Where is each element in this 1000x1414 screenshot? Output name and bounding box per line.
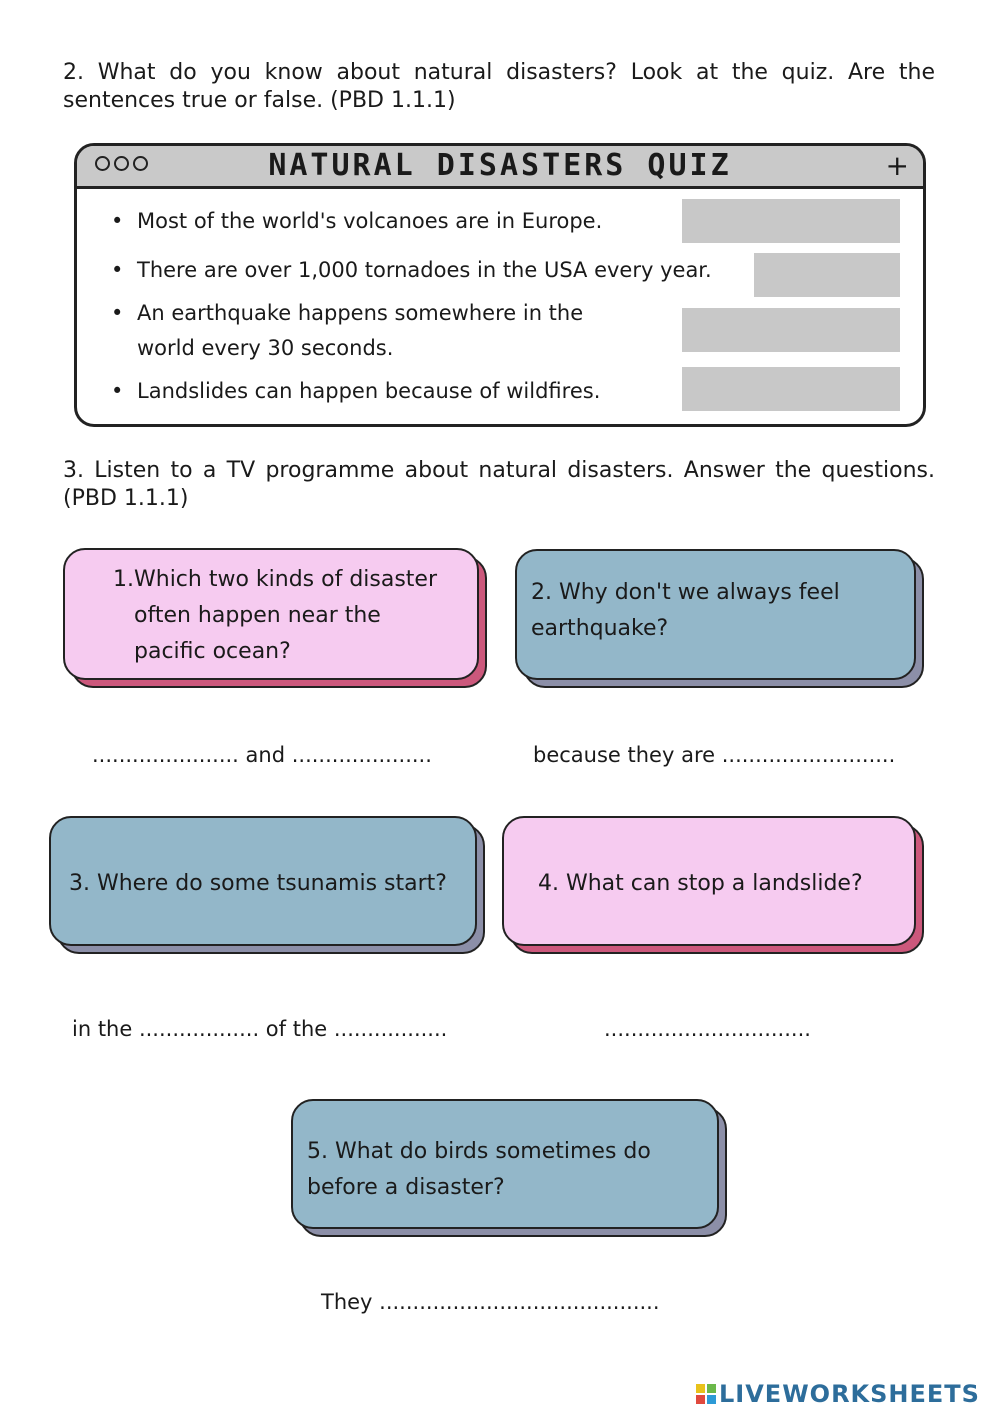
logo-text: LIVEWORKSHEETS — [719, 1380, 980, 1408]
question-2-line-2: earthquake? — [531, 616, 669, 641]
bullet: • — [111, 209, 124, 233]
liveworksheets-logo — [696, 1380, 980, 1408]
bullet: • — [111, 379, 124, 403]
question-1-line-1: Which two kinds of disaster — [134, 567, 438, 592]
quiz-item-text: An earthquake happens somewhere in the — [137, 301, 584, 325]
answer-line-5[interactable]: They .......................................... — [321, 1290, 660, 1314]
answer-line-4[interactable]: ............................... — [604, 1017, 811, 1041]
question-card-4 — [502, 816, 916, 946]
plus-icon: + — [885, 149, 909, 182]
answer-box-2[interactable] — [754, 253, 900, 297]
question-2-line-1: 2. Why don't we always feel — [531, 580, 840, 605]
logo-blocks-icon — [696, 1384, 716, 1404]
answer-box-3[interactable] — [682, 308, 900, 352]
answer-box-4[interactable] — [682, 367, 900, 411]
question-3-text: 3. Where do some tsunamis start? — [69, 871, 447, 896]
quiz-item-text: There are over 1,000 tornadoes in the USA every year. — [137, 258, 712, 282]
answer-box-1[interactable] — [682, 199, 900, 243]
question-5-line-2: before a disaster? — [307, 1175, 505, 1200]
quiz-window — [74, 143, 926, 427]
quiz-item-text: Most of the world's volcanoes are in Europe. — [137, 209, 603, 233]
question-card-1 — [63, 548, 479, 680]
quiz-title-bar — [77, 146, 923, 189]
quiz-item-text: world every 30 seconds. — [137, 336, 394, 360]
section3-instruction: 3. Listen to a TV programme about natural disasters. Answer the questions. (PBD 1.1.1) — [63, 458, 935, 511]
question-card-2 — [515, 549, 916, 680]
answer-line-3[interactable]: in the .................. of the ................. — [72, 1017, 448, 1041]
question-1-line-2: often happen near the — [134, 603, 381, 628]
question-1-line-3: pacific ocean? — [134, 639, 291, 664]
question-card-3 — [49, 816, 477, 946]
bullet: • — [111, 258, 124, 282]
question-1-number: 1. — [113, 567, 134, 592]
quiz-item-text: Landslides can happen because of wildfires. — [137, 379, 601, 403]
answer-line-1[interactable]: ...................... and ..................... — [92, 743, 432, 767]
answer-line-2[interactable]: because they are .......................... — [533, 743, 896, 767]
bullet: • — [111, 301, 124, 325]
question-4-text: 4. What can stop a landslide? — [538, 871, 863, 896]
question-5-line-1: 5. What do birds sometimes do — [307, 1139, 651, 1164]
section2-instruction: 2. What do you know about natural disasters? Look at the quiz. Are the sentences true or false. (PBD 1.1.1) — [63, 60, 935, 113]
question-card-5 — [291, 1099, 719, 1229]
quiz-title: NATURAL DISASTERS QUIZ — [268, 148, 732, 183]
